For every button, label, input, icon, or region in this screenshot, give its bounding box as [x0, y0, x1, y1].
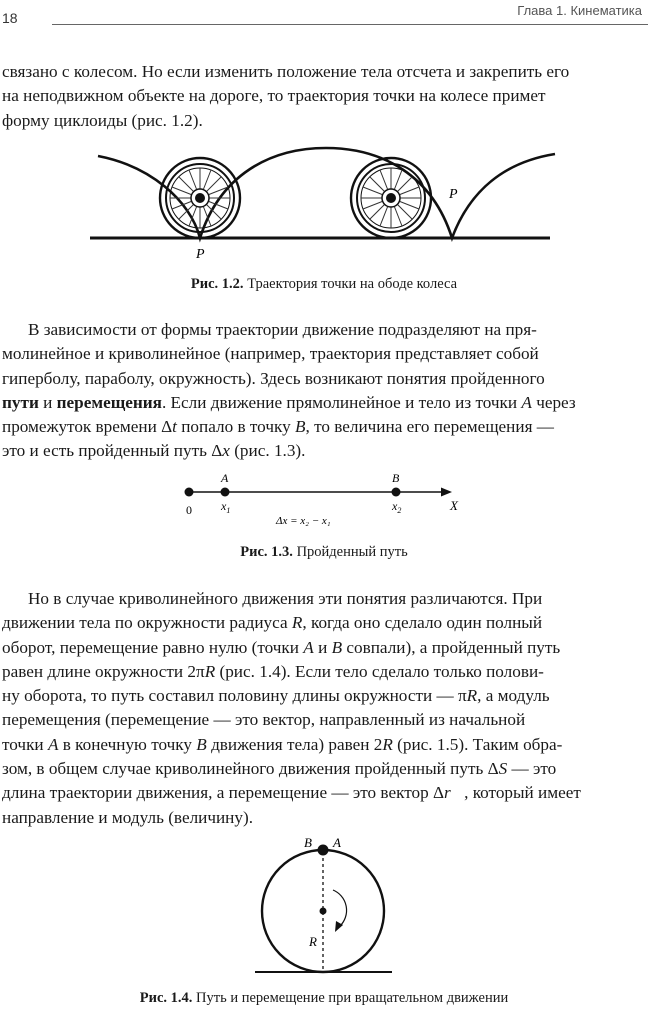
- axis-arrow: [441, 488, 452, 497]
- text-line: направление и модуль (величину).: [2, 807, 253, 827]
- text-line: связано с колесом. Но если изменить положение тела отсчета и закрепить его: [2, 62, 570, 81]
- caption-number: Рис. 1.4.: [139, 990, 193, 1006]
- caption-text: Путь и перемещение при вращательном движении: [192, 990, 509, 1006]
- caption-fig-1-4: [0, 990, 648, 1007]
- text-line: длина траектории движения, а перемещение — это вектор Δr⃗, который имеет: [2, 783, 581, 803]
- label-r: R: [309, 934, 317, 949]
- rotation-arrow: [333, 890, 347, 926]
- label-x1: $x_1$: [221, 499, 231, 515]
- text-line: гиперболу, параболу, окружность). Здесь возникают понятия пройденного: [2, 368, 545, 388]
- text-line: ну оборота, то путь составил половину длины окружности — πR, а модуль: [2, 686, 550, 706]
- term-displacement: перемещения: [56, 392, 162, 412]
- paragraph-3: [2, 587, 642, 830]
- text-line: форму циклоиды (рис. 1.2).: [2, 110, 203, 130]
- caption-number: Рис. 1.2.: [190, 276, 244, 292]
- point-origin: [185, 488, 194, 497]
- label-b: B: [304, 835, 312, 850]
- caption-text: Траектория точки на ободе колеса: [243, 276, 458, 292]
- text-line: точки A в конечную точку B движения тела) равен 2R (рис. 1.5). Таким обра-: [2, 734, 563, 754]
- header-rule: [52, 24, 648, 25]
- point-ab: [318, 845, 329, 856]
- figure-cycloid: [0, 140, 648, 270]
- text-line: зом, в общем случае криволинейного движения пройденный путь ΔS — это: [2, 759, 557, 779]
- center-point: [320, 908, 327, 915]
- point-a: [221, 488, 230, 497]
- caption-fig-1-3: [0, 544, 648, 561]
- text-line: на неподвижном объекте на дороге, то траектория точки на колесе примет: [2, 86, 546, 106]
- label-a: A: [333, 835, 341, 850]
- label-axis-x: X: [450, 498, 458, 513]
- figure-path-line: [0, 468, 648, 528]
- text-line: перемещения (перемещение — это вектор, направленный из начальной: [2, 710, 526, 730]
- label-b: B: [392, 471, 400, 485]
- text-line: промежуток времени Δt попало в точку B, то величина его перемещения —: [2, 417, 554, 437]
- text-line: молинейное и криволинейное (например, траектория представляет собой: [2, 344, 539, 364]
- text-line: пути и перемещения. Если движение прямолинейное и тело из точки A через: [2, 392, 576, 412]
- text-line: оборот, перемещение равно нулю (точки A и B совпали), а пройденный путь: [2, 637, 561, 657]
- caption-fig-1-2: [0, 276, 648, 293]
- text-line: Но в случае криволинейного движения эти понятия различаются. При: [28, 589, 543, 608]
- label-zero: 0: [186, 503, 192, 517]
- paragraph-2: [2, 318, 642, 464]
- running-header: Глава 1. Кинематика: [517, 3, 642, 18]
- point-b: [392, 488, 401, 497]
- label-p-right: P: [449, 187, 458, 202]
- rotation-arrowhead: [335, 921, 343, 932]
- label-x2: $x_2$: [392, 499, 402, 515]
- label-a: A: [221, 471, 229, 485]
- page-number: 18: [2, 10, 18, 26]
- text-line: движении тела по окружности радиуса R, когда оно сделало один полный: [2, 613, 543, 633]
- formula-delta-x: Δx = x₂ − x₁: [276, 515, 331, 527]
- caption-number: Рис. 1.3.: [240, 544, 293, 560]
- term-path: пути: [2, 392, 39, 412]
- paragraph-1: [2, 60, 642, 133]
- wheel-left: [160, 158, 240, 238]
- text-line: равен длине окружности 2πR (рис. 1.4). Если тело сделало только полови-: [2, 661, 544, 681]
- figure-circle-motion: [0, 830, 648, 980]
- label-p-left: P: [196, 247, 205, 262]
- text-line: это и есть пройденный путь Δx (рис. 1.3).: [2, 441, 306, 461]
- text-line: В зависимости от формы траектории движение подразделяют на пря-: [28, 320, 537, 339]
- wheel-right: [351, 158, 431, 238]
- caption-text: Пройденный путь: [292, 544, 408, 560]
